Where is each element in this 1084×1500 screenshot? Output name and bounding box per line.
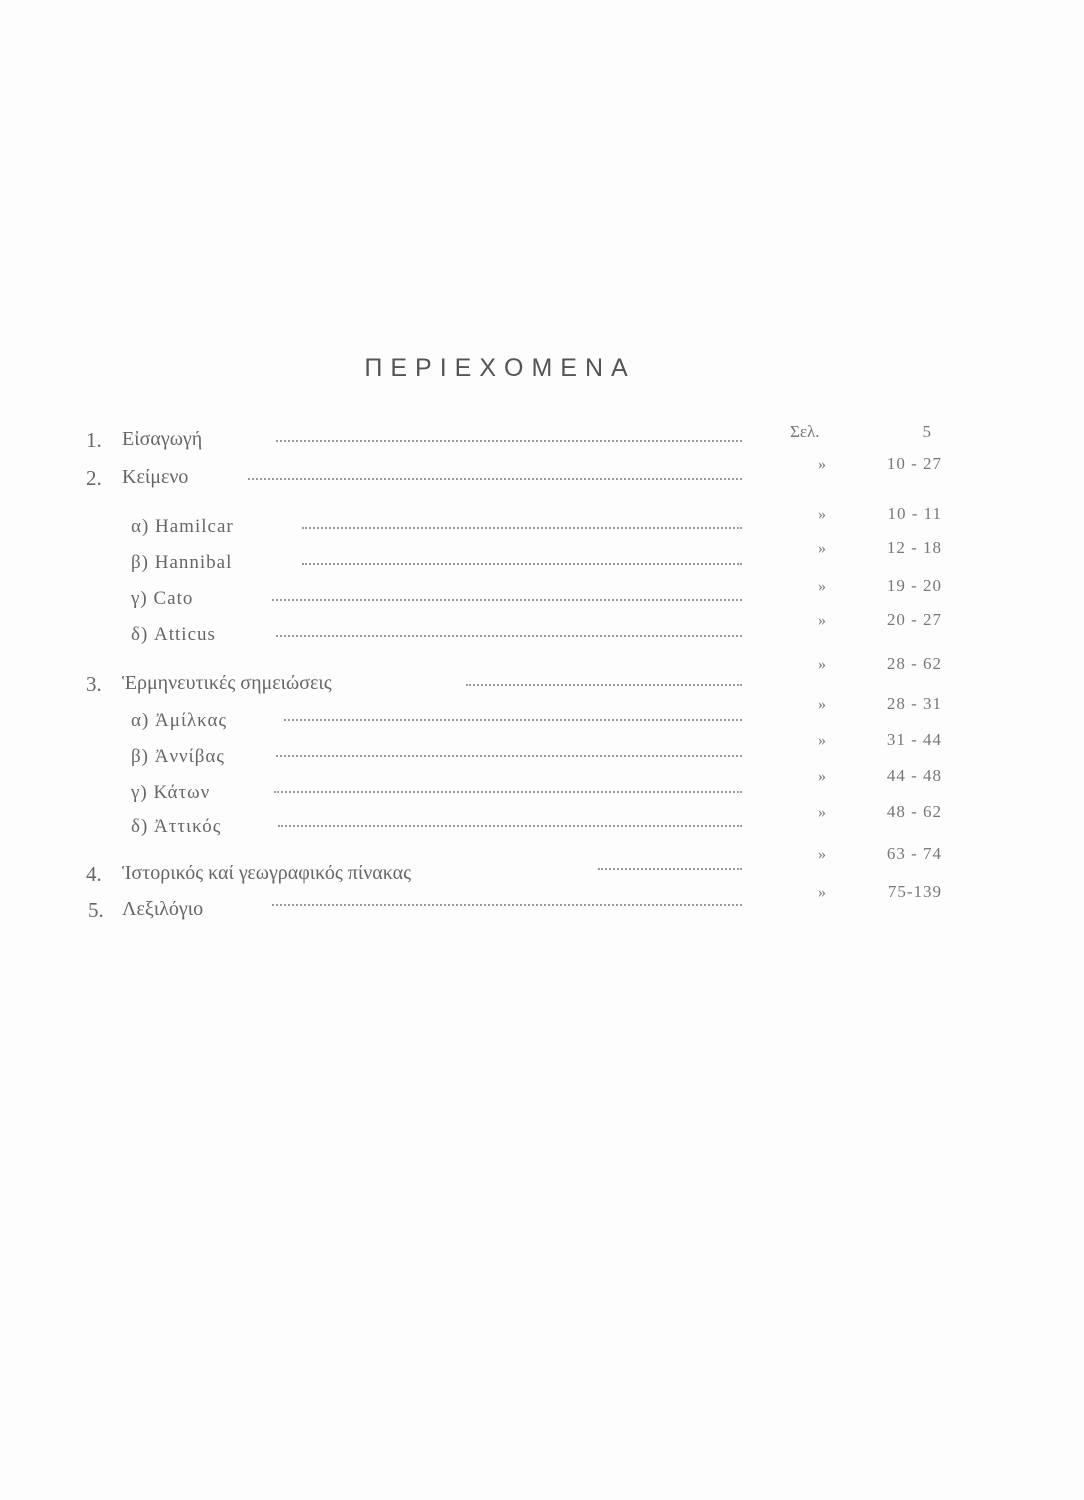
page-range: 28 - 62 [886,654,942,673]
dot-leader [284,719,742,721]
entry-label: Ἑρμηνευτικές σημειώσεις [122,672,332,694]
page-range: 28 - 31 [886,694,942,713]
page-ref: » [818,884,826,901]
entry-label: α) Hamilcar [131,516,234,537]
entry-number: 4. [86,862,102,886]
page-range: 63 - 74 [886,844,942,863]
page-ref: » [818,732,826,749]
entry-number: 2. [86,466,102,490]
page-ref: » [818,696,826,713]
page-range: 48 - 62 [886,802,942,821]
dot-leader [466,684,742,686]
page-ref: » [818,456,826,473]
page-ref: » [818,506,826,523]
toc-entry [0,454,1084,496]
entry-number: 5. [88,898,104,922]
page-range: 10 - 27 [886,454,942,473]
entry-label: Εἰσαγωγή [122,428,203,450]
entry-number: 1. [86,428,102,452]
dot-leader [272,599,742,601]
toc-subentry [0,610,1084,654]
dot-leader [248,478,742,480]
page-title: ΠΕΡΙΕΧΟΜΕΝΑ [364,354,636,382]
page-range: 75-139 [887,882,942,901]
page-ref: » [818,768,826,785]
page-range: 44 - 48 [886,766,942,785]
page-ref: » [818,804,826,821]
entry-label: Ἱστορικός καί γεωγραφικός πίνακας [122,862,412,884]
page-range: 10 - 11 [887,504,942,523]
dot-leader [276,440,742,442]
dot-leader [278,825,742,827]
dot-leader [598,868,742,870]
page-ref: » [818,656,826,673]
page-range: 31 - 44 [886,730,942,749]
page-range: 20 - 27 [886,610,942,629]
entry-number: 3. [86,672,102,696]
dot-leader [274,791,742,793]
page-ref: » [818,612,826,629]
page-range: 19 - 20 [886,576,942,595]
entry-label: γ) Cato [131,588,194,609]
dot-leader [276,635,742,637]
page-range: 12 - 18 [886,538,942,557]
toc-subentry [0,802,1084,846]
entry-label: δ) Ἀττικός [131,816,222,837]
entry-label: β) Ἀννίβας [131,746,225,767]
entry-label: Λεξιλόγιο [122,898,204,920]
page-ref: » [818,540,826,557]
entry-label: δ) Atticus [131,624,216,645]
page-ref: » [818,846,826,863]
page-range: 5 [922,422,932,441]
dot-leader [302,527,742,529]
dot-leader [302,563,742,565]
toc-entry [0,882,1084,928]
entry-label: α) Ἀμίλκας [131,710,227,731]
dot-leader [272,904,742,906]
entry-label: Κείμενο [122,466,189,488]
page-ref: Σελ. [790,422,820,441]
entry-label: γ) Κάτων [131,782,211,803]
dot-leader [276,755,742,757]
page-ref: » [818,578,826,595]
entry-label: β) Hannibal [131,552,233,573]
